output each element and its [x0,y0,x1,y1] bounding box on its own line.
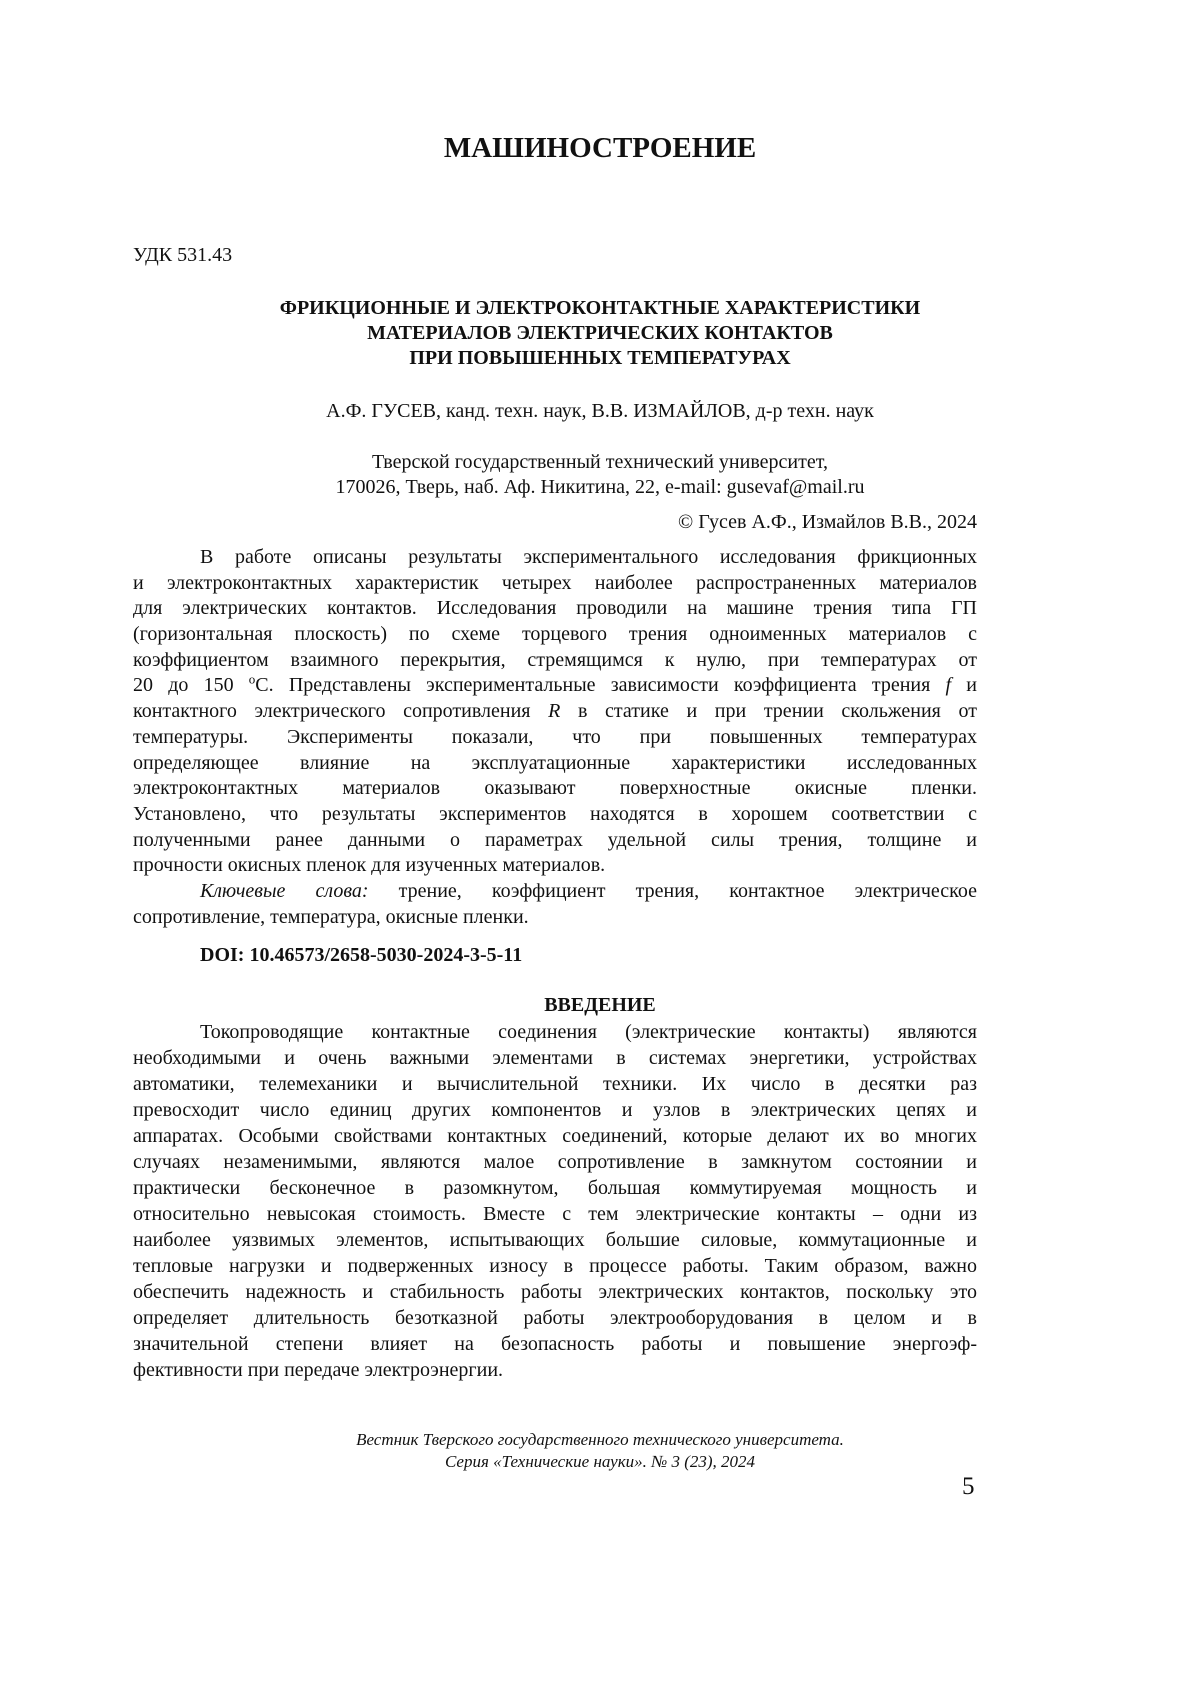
text-segment: трение, коэффициент трения, контактное электрическое [368,880,977,902]
text-line: тепловые нагрузки и подверженных износу в процессе работы. Таким образом, важно [133,1255,977,1277]
text-line: коэффициентом взаимного перекрытия, стремящимся к нулю, при температурах от [133,648,977,671]
text-segment: контактного электрического сопротивления [133,700,549,723]
udk-code: УДК 531.43 [133,244,233,266]
text-line: автоматики, телемеханики и вычислительной техники. Их число в десятки раз [133,1073,977,1095]
authors: А.Ф. ГУСЕВ, канд. техн. наук, В.В. ИЗМАЙЛОВ, д-р техн. наук [326,400,874,422]
intro-heading: ВВЕДЕНИЕ [544,994,656,1016]
text-line [133,699,977,725]
text-segment: Ключевые слова: [200,880,369,902]
text-segment: в статике и при трении скольжения от [560,700,977,723]
section-title: МАШИНОСТРОЕНИЕ [443,132,757,164]
text-line: определяющее влияние на эксплуатационные характеристики исследованных [133,751,977,774]
article-title-line: ФРИКЦИОННЫЕ И ЭЛЕКТРОКОНТАКТНЫЕ ХАРАКТЕРИСТИКИ [279,297,921,319]
text-line: прочности окисных пленок для изученных материалов. [133,854,606,877]
intro-paragraph [133,1019,977,1383]
article-title [0,296,1200,371]
text-segment: f [945,674,952,697]
text-segment: 20 до 150 [133,674,249,697]
text-line: Установлено, что результаты экспериментов находятся в хорошем соответствии с [133,802,977,825]
footer-line: Вестник Тверского государственного технического университета. [356,1430,844,1449]
text-line: Токопроводящие контактные соединения (электрические контакты) являются [200,1021,977,1043]
text-line: для электрических контактов. Исследования проводили на машине трения типа ГП [133,597,977,620]
text-line: значительной степени влияет на безопасность работы и повышение энергоэф- [133,1333,977,1355]
text-line: аппаратах. Особыми свойствами контактных соединений, которые делают их во многих [133,1125,977,1147]
page-number: 5 [962,1473,975,1500]
text-line: электроконтактных материалов оказывают поверхностные окисные пленки. [133,777,977,800]
text-line: необходимыми и очень важными элементами в системах энергетики, устройствах [133,1047,977,1069]
text-line: превосходит число единиц других компонентов и узлов в электрических цепях и [133,1099,977,1121]
text-line: наиболее уязвимых элементов, испытывающих большие силовые, коммутационные и [133,1229,977,1251]
text-line: обеспечить надежность и стабильность работы электрических контактов, поскольку это [133,1281,977,1303]
text-segment: R [548,700,561,723]
text-line: (горизонтальная плоскость) по схеме торцевого трения одноименных материалов с [133,623,977,646]
affiliation-line: Тверской государственный технический университет, [372,451,828,473]
text-line: определяет длительность безотказной работы электрооборудования в целом и в [133,1307,977,1329]
text-line: и электроконтактных характеристик четырех наиболее распространенных материалов [133,571,977,594]
article-title-line: МАТЕРИАЛОВ ЭЛЕКТРИЧЕСКИХ КОНТАКТОВ [367,322,833,344]
text-line: случаях незаменимыми, являются малое сопротивление в замкнутом состоянии и [133,1151,977,1173]
text-line: температуры. Эксперименты показали, что при повышенных температурах [133,725,977,748]
text-line [133,879,977,905]
text-segment: С. Представлены экспериментальные зависимости коэффициента трения [255,674,946,697]
abstract [133,545,977,879]
doi: DOI: 10.46573/2658-5030-2024-3-5-11 [200,944,523,966]
text-line: практически бесконечное в разомкнутом, большая коммутируемая мощность и [133,1177,977,1199]
text-segment: и [951,674,977,697]
affiliation-line: 170026, Тверь, наб. Аф. Никитина, 22, e-mail: gusevaf@mail.ru [335,476,865,498]
text-line [133,673,977,699]
text-line: сопротивление, температура, окисные пленки. [133,905,529,928]
text-line: полученными ранее данными о параметрах удельной силы трения, толщине и [133,828,977,851]
text-line: В работе описаны результаты экспериментального исследования фрикционных [200,546,977,568]
text-line: относительно невысокая стоимость. Вместе с тем электрические контакты – одни из [133,1203,977,1225]
text-line: фективности при передаче электроэнергии. [133,1359,504,1381]
copyright: © Гусев А.Ф., Измайлов В.В., 2024 [678,511,977,533]
text-segment: o [248,671,256,687]
keywords [133,879,977,930]
footer-line: Серия «Технические науки». № 3 (23), 2024 [444,1452,756,1471]
article-title-line: ПРИ ПОВЫШЕННЫХ ТЕМПЕРАТУРАХ [409,347,791,369]
journal-footer [0,1429,1200,1473]
affiliation [0,450,1200,500]
